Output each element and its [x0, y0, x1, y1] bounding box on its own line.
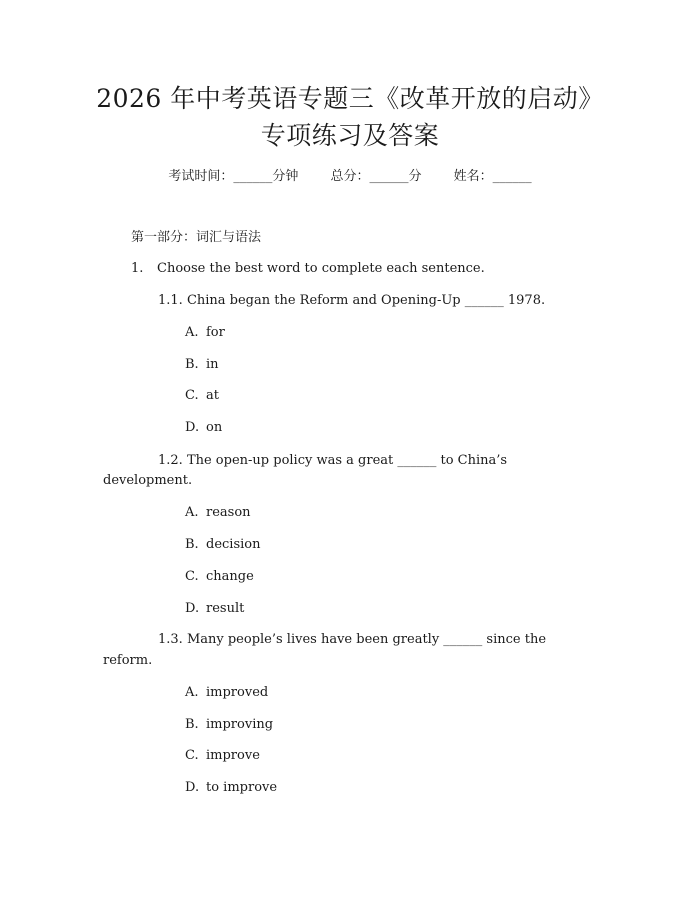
option-text: improved: [206, 685, 269, 700]
option-letter: D.: [185, 420, 200, 435]
option-item: [185, 715, 273, 735]
option-item: [185, 567, 254, 587]
option-text: result: [206, 601, 245, 616]
exam-time-field: 考试时间：______分钟: [168, 169, 299, 184]
option-text: at: [206, 388, 219, 403]
option-letter: C.: [185, 388, 199, 403]
option-letter: D.: [185, 780, 200, 795]
option-text: decision: [206, 537, 261, 552]
sub-question-1-3: 1.3. Many people’s lives have been greatly ______ since the: [158, 632, 547, 647]
option-text: in: [206, 357, 219, 372]
sub-question-1-2: 1.2. The open-up policy was a great ______ to China’s: [158, 453, 508, 468]
option-text: improving: [206, 717, 274, 732]
option-text: on: [206, 420, 223, 435]
option-letter: B.: [185, 717, 199, 732]
option-item: [185, 778, 277, 798]
option-text: change: [206, 569, 254, 584]
option-letter: C.: [185, 748, 199, 763]
option-item: [185, 418, 222, 438]
page-title: 2026 年中考英语专题三《改革开放的启动》: [96, 84, 604, 113]
page-subtitle: 专项练习及答案: [260, 121, 440, 150]
option-letter: D.: [185, 601, 200, 616]
sub-question-1-3-continuation: reform.: [103, 653, 153, 668]
option-letter: B.: [185, 537, 199, 552]
option-item: [185, 746, 260, 766]
part-heading: 第一部分：词汇与语法: [131, 230, 262, 245]
option-letter: B.: [185, 357, 199, 372]
sub-question-1-2-continuation: development.: [103, 473, 193, 488]
option-letter: C.: [185, 569, 199, 584]
option-text: to improve: [206, 780, 278, 795]
exam-name-field: 姓名：______: [453, 169, 532, 184]
question-1: [131, 259, 485, 279]
option-letter: A.: [185, 505, 199, 520]
sub-question-1-1: 1.1. China began the Reform and Opening-Up ______ 1978.: [158, 293, 546, 308]
option-text: reason: [206, 505, 251, 520]
option-text: improve: [206, 748, 260, 763]
option-item: [185, 386, 219, 406]
option-text: for: [206, 325, 225, 340]
option-item: [185, 503, 251, 523]
option-item: [185, 535, 260, 555]
option-letter: A.: [185, 325, 199, 340]
option-item: [185, 599, 244, 619]
option-item: [185, 355, 219, 375]
option-item: [185, 323, 225, 343]
question-number: 1.: [131, 261, 144, 276]
option-item: [185, 683, 268, 703]
question-prompt: Choose the best word to complete each sentence.: [157, 261, 485, 276]
option-letter: A.: [185, 685, 199, 700]
exam-info: [0, 166, 700, 188]
exam-score-field: 总分：______分: [330, 169, 422, 184]
